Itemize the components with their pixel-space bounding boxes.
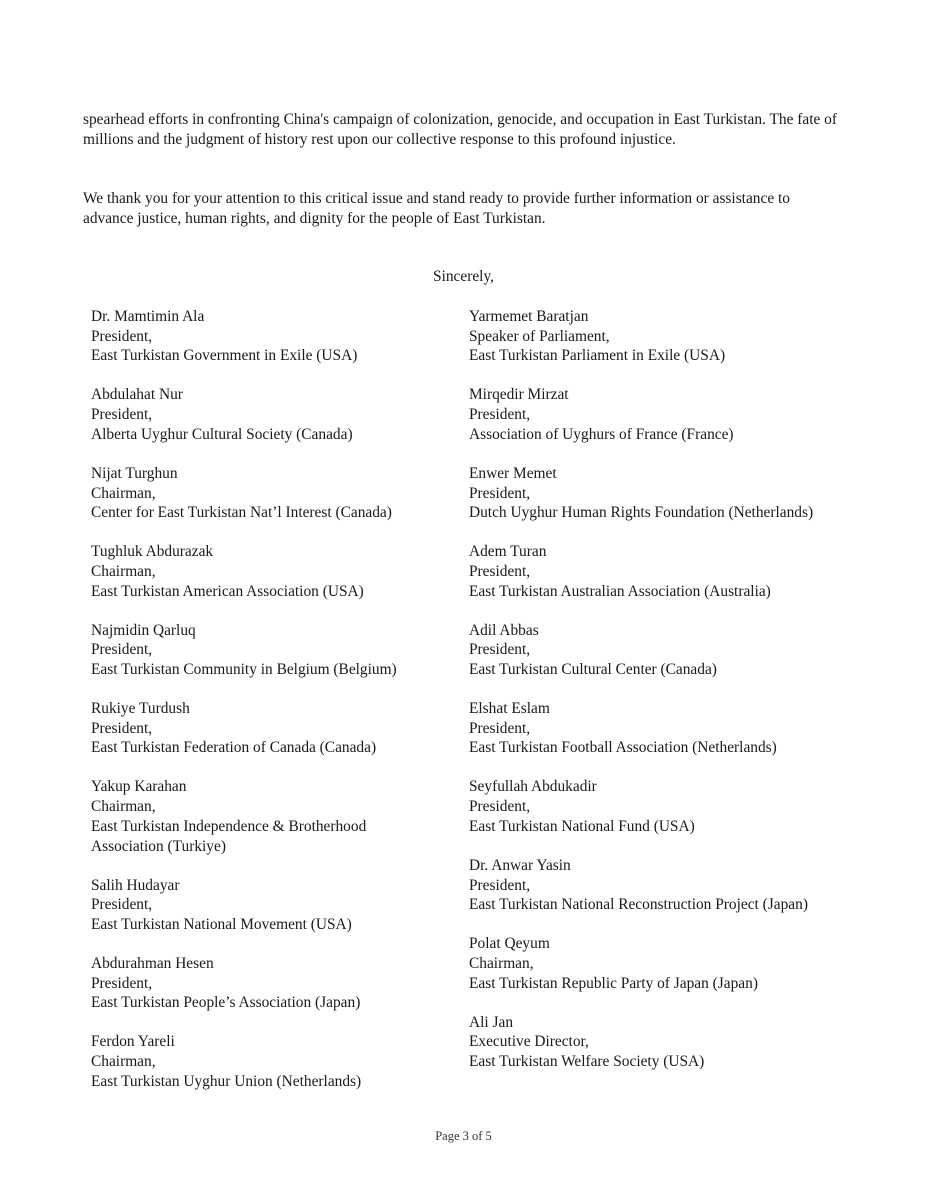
- signatory-block: [91, 385, 451, 444]
- signatory-name: Mirqedir Mirzat: [469, 386, 569, 404]
- signatory-organization: East Turkistan Republic Party of Japan (Japan): [469, 974, 758, 992]
- signatory-organization: East Turkistan Community in Belgium (Belgium): [91, 661, 397, 679]
- signatory-block: [469, 464, 889, 523]
- signatory-name: Najmidin Qarluq: [91, 621, 196, 639]
- signatory-name: Salih Hudayar: [91, 876, 180, 894]
- signatory-title: Speaker of Parliament,: [469, 327, 610, 345]
- signatory-organization: East Turkistan Cultural Center (Canada): [469, 661, 717, 679]
- signatory-block: [469, 307, 889, 366]
- signatory-name: Ali Jan: [469, 1013, 514, 1031]
- signatory-organization: Association (Turkiye): [91, 837, 226, 855]
- signatory-title: President,: [91, 974, 153, 992]
- signatory-organization: East Turkistan Federation of Canada (Canada): [91, 739, 377, 757]
- signatory-title: President,: [469, 641, 531, 659]
- signatory-title: President,: [91, 406, 153, 424]
- signatory-name: Yarmemet Baratjan: [469, 308, 589, 325]
- signatory-title: President,: [91, 641, 153, 659]
- signatory-title: President,: [469, 719, 531, 737]
- body-paragraph: spearhead efforts in confronting China's campaign of colonization, genocide, and occupation in East Turkistan. The fate of millions and the judgment of history rest upon our collective response to this profound injustice.: [83, 111, 838, 148]
- signatory-name: Dr. Anwar Yasin: [469, 856, 571, 874]
- signatory-block: [469, 856, 889, 915]
- signatory-title: President,: [469, 876, 531, 894]
- signatory-organization: East Turkistan Football Association (Netherlands): [469, 739, 777, 757]
- signatory-title: Executive Director,: [469, 1033, 589, 1051]
- signatory-name: Enwer Memet: [469, 464, 557, 482]
- signatory-block: [91, 621, 451, 680]
- signatory-organization: East Turkistan Independence & Brotherhood: [91, 817, 367, 835]
- signatory-title: President,: [469, 562, 531, 580]
- signatory-organization: East Turkistan Parliament in Exile (USA): [469, 347, 726, 365]
- signatory-title: Chairman,: [91, 798, 156, 816]
- signatory-organization: East Turkistan Government in Exile (USA): [91, 347, 358, 365]
- signatory-title: President,: [469, 798, 531, 816]
- signatory-name: Yakup Karahan: [91, 778, 187, 796]
- signatory-block: [469, 621, 889, 680]
- signatory-organization: East Turkistan National Reconstruction Project (Japan): [469, 896, 808, 914]
- signatory-organization: East Turkistan American Association (USA): [91, 582, 364, 600]
- signatory-organization: East Turkistan Australian Association (Australia): [469, 582, 771, 600]
- signatory-organization: East Turkistan People’s Association (Japan): [91, 994, 361, 1012]
- signatory-block: [91, 464, 451, 523]
- signatory-block: [91, 876, 451, 935]
- closing-salutation: Sincerely,: [433, 268, 494, 285]
- body-paragraph: We thank you for your attention to this critical issue and stand ready to provide further information or assistance to advance justice, human rights, and dignity for the people of East Turkistan.: [83, 190, 790, 227]
- signatory-organization: Alberta Uyghur Cultural Society (Canada): [91, 425, 353, 443]
- signatory-block: [469, 699, 889, 758]
- signatory-block: [91, 307, 451, 366]
- signatory-organization: East Turkistan Uyghur Union (Netherlands): [91, 1072, 362, 1090]
- signatory-name: Adem Turan: [469, 543, 547, 561]
- signatory-name: Abdurahman Hesen: [91, 954, 214, 972]
- signatory-block: [91, 699, 451, 758]
- signatory-title: President,: [91, 896, 153, 914]
- signatory-name: Rukiye Turdush: [91, 700, 190, 718]
- signatory-title: President,: [91, 327, 153, 345]
- signatory-title: Chairman,: [91, 562, 156, 580]
- signatory-name: Polat Qeyum: [469, 935, 550, 953]
- signatory-block: [469, 1013, 889, 1072]
- signatory-name: Nijat Turghun: [91, 464, 178, 482]
- signatory-block: [469, 385, 889, 444]
- signatory-name: Tughluk Abdurazak: [91, 543, 214, 561]
- signatory-block: [91, 1032, 451, 1091]
- signatory-organization: Association of Uyghurs of France (France): [469, 425, 734, 443]
- signatory-name: Dr. Mamtimin Ala: [91, 308, 205, 325]
- signatory-organization: East Turkistan Welfare Society (USA): [469, 1053, 705, 1071]
- signatories-right-column: [469, 307, 889, 1091]
- signatory-block: [91, 777, 451, 856]
- signatory-block: [91, 954, 451, 1013]
- signatory-title: Chairman,: [91, 1053, 156, 1071]
- signatory-title: Chairman,: [469, 954, 534, 972]
- signatory-title: President,: [469, 484, 531, 502]
- signatories-left-column: [91, 307, 451, 1111]
- page-number: Page 3 of 5: [435, 1129, 492, 1143]
- signatory-block: [469, 934, 889, 993]
- signatory-organization: Center for East Turkistan Nat’l Interest (Canada): [91, 504, 392, 522]
- signatory-organization: Dutch Uyghur Human Rights Foundation (Netherlands): [469, 504, 814, 522]
- signatory-organization: East Turkistan National Fund (USA): [469, 817, 695, 835]
- signatory-name: Ferdon Yareli: [91, 1033, 175, 1051]
- signatory-title: President,: [469, 406, 531, 424]
- signatory-name: Adil Abbas: [469, 621, 539, 639]
- signatory-name: Elshat Eslam: [469, 700, 550, 718]
- signatory-name: Abdulahat Nur: [91, 386, 183, 404]
- signatory-name: Seyfullah Abdukadir: [469, 778, 597, 796]
- signatory-title: Chairman,: [91, 484, 156, 502]
- signatory-block: [469, 777, 889, 836]
- signatory-block: [91, 542, 451, 601]
- signatory-organization: East Turkistan National Movement (USA): [91, 915, 352, 933]
- signatory-title: President,: [91, 719, 153, 737]
- signatory-block: [469, 542, 889, 601]
